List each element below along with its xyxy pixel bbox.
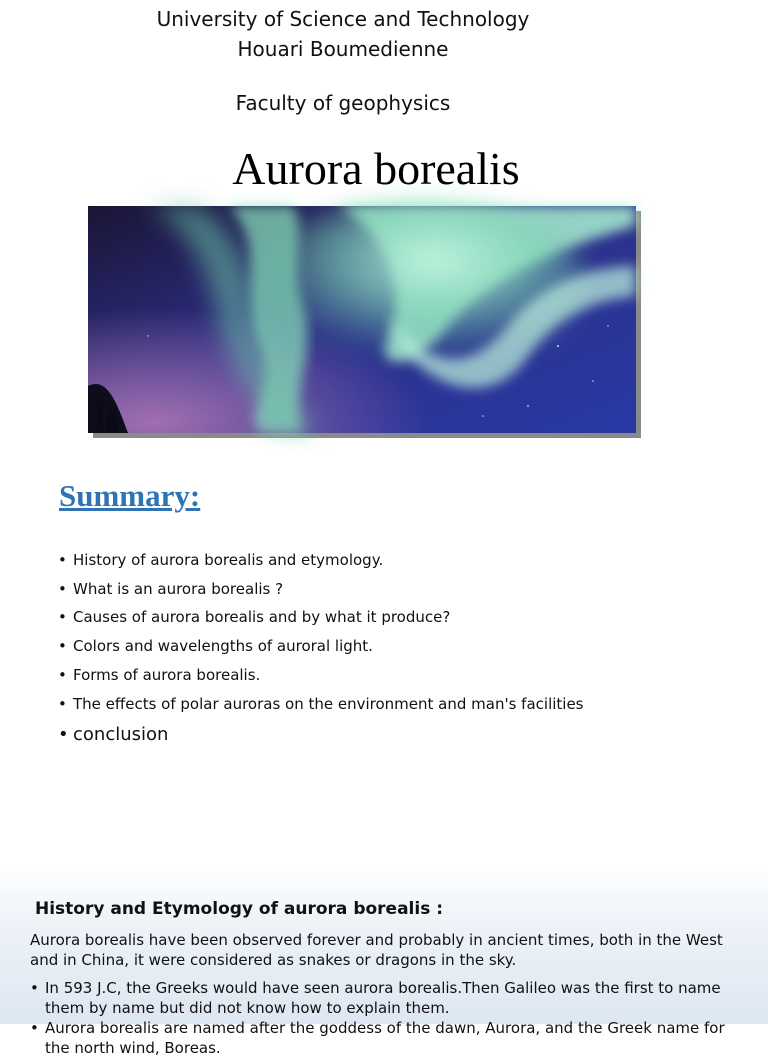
summary-item-text: conclusion [73, 724, 169, 745]
history-bullet-text: Aurora borealis are named after the goddess of the dawn, Aurora, and the Greek name for the north wind, Boreas. [45, 1019, 725, 1057]
summary-item [58, 666, 260, 684]
faculty-name: Faculty of geophysics [235, 91, 451, 115]
summary-item [58, 551, 383, 569]
summary-item-text: History of aurora borealis and etymology. [73, 551, 384, 569]
history-bullet-text: In 593 J.C, the Greeks would have seen aurora borealis.Then Galileo was the first to name them by name but did not know how to explain them. [45, 979, 721, 1017]
summary-item-text: Colors and wavelengths of auroral light. [73, 637, 373, 655]
summary-item-text: What is an aurora borealis ? [73, 580, 284, 598]
bullet-icon: • [58, 724, 69, 745]
summary-item [58, 580, 283, 598]
bullet-icon: • [30, 979, 39, 997]
summary-heading: Summary: [59, 478, 201, 513]
university-name-line2: Houari Boumedienne [237, 37, 449, 61]
summary-item [58, 637, 373, 655]
history-paragraph: Aurora borealis have been observed forever and probably in ancient times, both in the West and in China, it were considered as snakes or dragons in the sky. [30, 931, 723, 969]
summary-item-text: The effects of polar auroras on the environment and man's facilities [73, 695, 584, 713]
bullet-icon: • [30, 1019, 39, 1037]
bullet-icon: • [58, 551, 67, 569]
bullet-icon: • [58, 580, 67, 598]
bullet-icon: • [58, 637, 67, 655]
summary-item [58, 695, 584, 713]
document-title: Aurora borealis [232, 143, 520, 194]
university-name-line1: University of Science and Technology [156, 7, 530, 31]
history-bullet [30, 978, 740, 1018]
bullet-icon: • [58, 666, 67, 684]
bullet-icon: • [58, 695, 67, 713]
bullet-icon: • [58, 608, 67, 626]
summary-item-text: Causes of aurora borealis and by what it produce? [73, 608, 451, 626]
summary-item [58, 724, 168, 745]
aurora-borealis-photo [88, 206, 636, 433]
aurora-illustration [88, 206, 636, 433]
summary-item-text: Forms of aurora borealis. [73, 666, 261, 684]
history-bullet [30, 1018, 740, 1058]
summary-item [58, 608, 450, 626]
history-section [0, 866, 768, 1057]
history-heading: History and Etymology of aurora borealis : [35, 899, 444, 919]
